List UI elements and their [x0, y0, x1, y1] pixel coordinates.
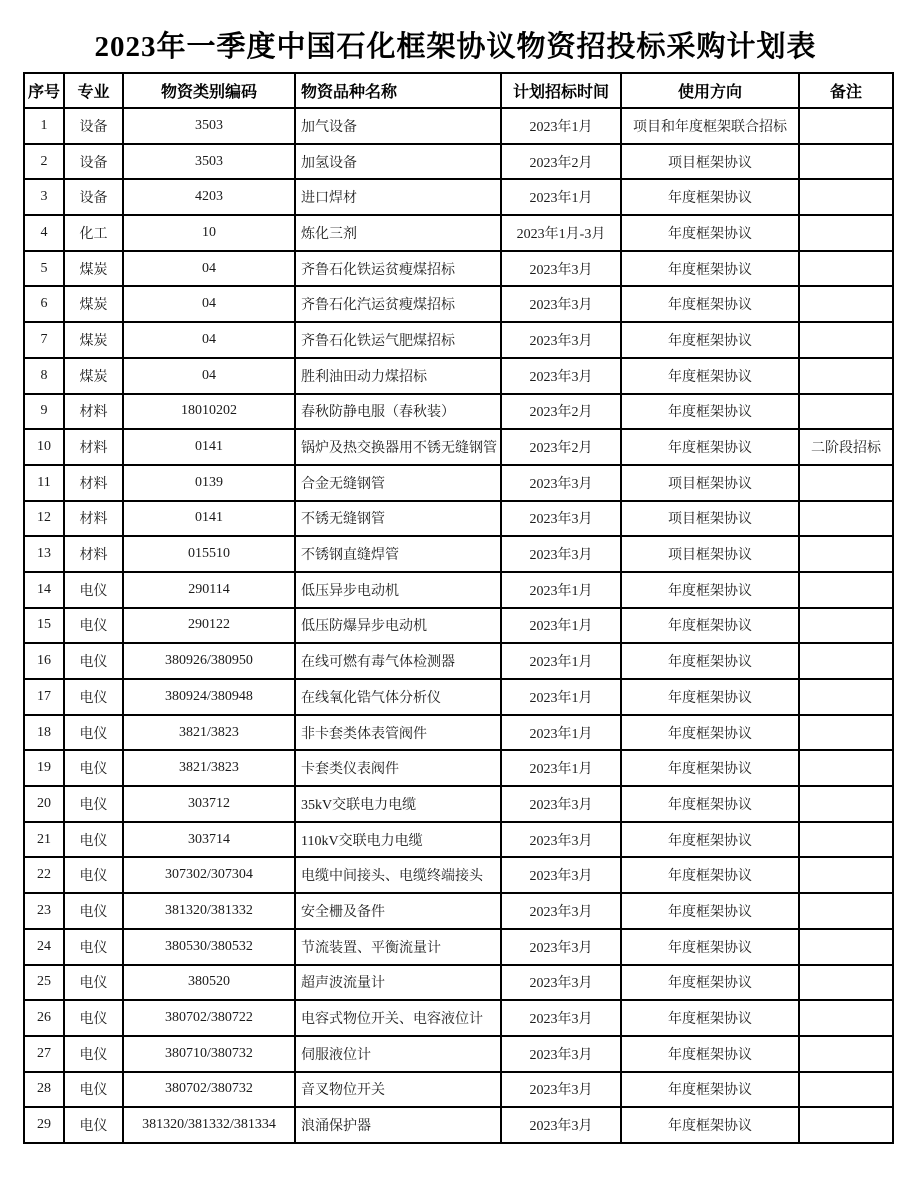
table-cell [799, 893, 893, 929]
table-cell: 2023年1月 [501, 179, 621, 215]
table-cell [799, 608, 893, 644]
table-cell: 015510 [123, 536, 295, 572]
table-cell: 年度框架协议 [621, 857, 799, 893]
table-cell: 20 [24, 786, 64, 822]
table-cell [799, 750, 893, 786]
table-cell: 设备 [64, 144, 123, 180]
table-row [24, 501, 893, 537]
table-cell: 25 [24, 965, 64, 1001]
table-cell: 303712 [123, 786, 295, 822]
table-cell: 材料 [64, 465, 123, 501]
table-cell: 煤炭 [64, 322, 123, 358]
table-cell: 年度框架协议 [621, 1072, 799, 1108]
table-row [24, 822, 893, 858]
table-cell: 年度框架协议 [621, 786, 799, 822]
table-row [24, 358, 893, 394]
table-cell: 电仪 [64, 1107, 123, 1143]
table-cell: 电仪 [64, 786, 123, 822]
table-cell: 2023年1月 [501, 608, 621, 644]
table-cell: 伺服液位计 [295, 1036, 501, 1072]
table-row [24, 1072, 893, 1108]
table-cell: 2023年1月 [501, 643, 621, 679]
table-cell: 2023年1月 [501, 572, 621, 608]
table-cell: 2023年1月 [501, 108, 621, 144]
table-cell: 4203 [123, 179, 295, 215]
table-cell: 化工 [64, 215, 123, 251]
table-cell: 380710/380732 [123, 1036, 295, 1072]
table-cell: 项目框架协议 [621, 144, 799, 180]
table-cell: 17 [24, 679, 64, 715]
table-cell: 2023年3月 [501, 786, 621, 822]
table-cell: 设备 [64, 108, 123, 144]
table-cell: 电仪 [64, 679, 123, 715]
table-cell: 10 [123, 215, 295, 251]
table-cell: 胜利油田动力煤招标 [295, 358, 501, 394]
table-cell: 春秋防静电服（春秋装） [295, 394, 501, 430]
table-cell [799, 465, 893, 501]
table-cell: 2023年3月 [501, 1036, 621, 1072]
table-row [24, 536, 893, 572]
table-body [24, 108, 893, 1143]
column-header-5: 使用方向 [621, 73, 799, 108]
table-cell: 3 [24, 179, 64, 215]
table-cell: 加氢设备 [295, 144, 501, 180]
table-cell: 04 [123, 286, 295, 322]
table-cell: 3503 [123, 108, 295, 144]
table-row [24, 965, 893, 1001]
table-cell: 电仪 [64, 572, 123, 608]
table-cell [799, 786, 893, 822]
table-cell: 0141 [123, 429, 295, 465]
table-cell: 项目框架协议 [621, 501, 799, 537]
table-cell [799, 679, 893, 715]
table-cell: 2023年3月 [501, 251, 621, 287]
table-cell: 2023年1月-3月 [501, 215, 621, 251]
table-cell: 6 [24, 286, 64, 322]
table-cell: 年度框架协议 [621, 1036, 799, 1072]
table-cell: 节流装置、平衡流量计 [295, 929, 501, 965]
table-cell: 年度框架协议 [621, 215, 799, 251]
table-cell: 低压异步电动机 [295, 572, 501, 608]
table-cell: 进口焊材 [295, 179, 501, 215]
table-cell: 电仪 [64, 750, 123, 786]
table-row [24, 465, 893, 501]
table-cell [799, 1036, 893, 1072]
table-cell: 年度框架协议 [621, 251, 799, 287]
table-row [24, 286, 893, 322]
table-cell [799, 643, 893, 679]
table-cell: 2023年3月 [501, 465, 621, 501]
table-cell [799, 1107, 893, 1143]
table-row [24, 929, 893, 965]
table-cell: 110kV交联电力电缆 [295, 822, 501, 858]
table-cell [799, 822, 893, 858]
table-row [24, 572, 893, 608]
table-cell: 3503 [123, 144, 295, 180]
table-cell: 2023年1月 [501, 679, 621, 715]
table-cell: 2023年3月 [501, 322, 621, 358]
table-row [24, 715, 893, 751]
table-cell: 齐鲁石化铁运贫瘦煤招标 [295, 251, 501, 287]
table-row [24, 608, 893, 644]
table-cell: 14 [24, 572, 64, 608]
table-cell: 年度框架协议 [621, 679, 799, 715]
table-cell: 年度框架协议 [621, 750, 799, 786]
table-cell: 材料 [64, 501, 123, 537]
table-cell: 2023年2月 [501, 144, 621, 180]
table-cell: 15 [24, 608, 64, 644]
table-cell: 浪涌保护器 [295, 1107, 501, 1143]
table-cell: 年度框架协议 [621, 965, 799, 1001]
table-cell: 年度框架协议 [621, 929, 799, 965]
table-cell: 04 [123, 322, 295, 358]
table-cell: 不锈无缝钢管 [295, 501, 501, 537]
table-cell: 380926/380950 [123, 643, 295, 679]
table-cell: 煤炭 [64, 358, 123, 394]
table-cell: 16 [24, 643, 64, 679]
table-cell: 10 [24, 429, 64, 465]
table-cell: 2 [24, 144, 64, 180]
table-row [24, 108, 893, 144]
table-cell: 电仪 [64, 822, 123, 858]
table-cell: 380924/380948 [123, 679, 295, 715]
table-cell: 380702/380732 [123, 1072, 295, 1108]
table-cell: 381320/381332/381334 [123, 1107, 295, 1143]
table-cell: 7 [24, 322, 64, 358]
table-cell: 2023年3月 [501, 929, 621, 965]
table-cell: 加气设备 [295, 108, 501, 144]
table-cell: 齐鲁石化铁运气肥煤招标 [295, 322, 501, 358]
table-cell [799, 572, 893, 608]
table-cell: 04 [123, 358, 295, 394]
table-cell: 年度框架协议 [621, 643, 799, 679]
procurement-plan-table [23, 72, 894, 1144]
table-row [24, 643, 893, 679]
table-cell: 35kV交联电力电缆 [295, 786, 501, 822]
table-row [24, 215, 893, 251]
table-row [24, 179, 893, 215]
table-cell: 电仪 [64, 929, 123, 965]
table-cell: 8 [24, 358, 64, 394]
table-cell: 290122 [123, 608, 295, 644]
column-header-0: 序号 [24, 73, 64, 108]
table-cell: 电仪 [64, 715, 123, 751]
table-cell: 2023年2月 [501, 394, 621, 430]
table-cell [799, 536, 893, 572]
table-cell: 2023年3月 [501, 536, 621, 572]
table-row [24, 144, 893, 180]
table-cell [799, 1000, 893, 1036]
table-cell [799, 144, 893, 180]
table-cell: 电仪 [64, 1036, 123, 1072]
column-header-6: 备注 [799, 73, 893, 108]
table-cell: 290114 [123, 572, 295, 608]
table-cell [799, 965, 893, 1001]
table-cell: 项目框架协议 [621, 465, 799, 501]
table-cell: 二阶段招标 [799, 429, 893, 465]
table-cell: 年度框架协议 [621, 1107, 799, 1143]
table-cell: 项目框架协议 [621, 536, 799, 572]
table-cell: 13 [24, 536, 64, 572]
table-cell: 24 [24, 929, 64, 965]
table-cell: 2023年3月 [501, 893, 621, 929]
table-cell: 12 [24, 501, 64, 537]
table-cell: 年度框架协议 [621, 358, 799, 394]
table-cell: 电仪 [64, 608, 123, 644]
table-cell: 2023年3月 [501, 358, 621, 394]
table-cell: 2023年3月 [501, 1107, 621, 1143]
table-cell [799, 286, 893, 322]
table-cell: 2023年3月 [501, 501, 621, 537]
column-header-3: 物资品种名称 [295, 73, 501, 108]
table-cell: 电仪 [64, 643, 123, 679]
table-cell: 年度框架协议 [621, 608, 799, 644]
table-cell: 齐鲁石化汽运贫瘦煤招标 [295, 286, 501, 322]
table-cell: 0141 [123, 501, 295, 537]
table-cell: 电仪 [64, 1072, 123, 1108]
table-cell: 年度框架协议 [621, 1000, 799, 1036]
table-cell: 炼化三剂 [295, 215, 501, 251]
table-cell: 4 [24, 215, 64, 251]
table-cell: 低压防爆异步电动机 [295, 608, 501, 644]
table-cell [799, 322, 893, 358]
table-cell: 21 [24, 822, 64, 858]
table-cell: 5 [24, 251, 64, 287]
table-cell [799, 215, 893, 251]
table-cell: 3821/3823 [123, 750, 295, 786]
table-header [24, 73, 893, 108]
column-header-1: 专业 [64, 73, 123, 108]
table-cell: 26 [24, 1000, 64, 1036]
column-header-2: 物资类别编码 [123, 73, 295, 108]
table-cell: 电容式物位开关、电容液位计 [295, 1000, 501, 1036]
table-cell: 2023年3月 [501, 286, 621, 322]
table-cell [799, 1072, 893, 1108]
table-cell: 电仪 [64, 857, 123, 893]
table-cell: 381320/381332 [123, 893, 295, 929]
table-cell: 380530/380532 [123, 929, 295, 965]
table-cell [799, 929, 893, 965]
table-row [24, 893, 893, 929]
table-cell: 29 [24, 1107, 64, 1143]
table-cell: 303714 [123, 822, 295, 858]
table-cell: 合金无缝钢管 [295, 465, 501, 501]
table-cell: 煤炭 [64, 286, 123, 322]
table-cell: 锅炉及热交换器用不锈无缝钢管 [295, 429, 501, 465]
table-cell: 1 [24, 108, 64, 144]
table-cell: 2023年1月 [501, 750, 621, 786]
table-cell: 不锈钢直缝焊管 [295, 536, 501, 572]
table-row [24, 857, 893, 893]
table-cell: 380520 [123, 965, 295, 1001]
table-cell: 2023年2月 [501, 429, 621, 465]
table-cell: 2023年3月 [501, 1072, 621, 1108]
table-row [24, 1107, 893, 1143]
table-cell: 材料 [64, 536, 123, 572]
table-row [24, 750, 893, 786]
table-cell: 380702/380722 [123, 1000, 295, 1036]
table-cell: 超声波流量计 [295, 965, 501, 1001]
table-cell: 年度框架协议 [621, 572, 799, 608]
table-cell: 18010202 [123, 394, 295, 430]
table-cell: 年度框架协议 [621, 394, 799, 430]
table-cell: 年度框架协议 [621, 893, 799, 929]
table-row [24, 251, 893, 287]
table-cell: 卡套类仪表阀件 [295, 750, 501, 786]
table-cell: 在线可燃有毒气体检测器 [295, 643, 501, 679]
table-cell: 煤炭 [64, 251, 123, 287]
table-cell: 安全栅及备件 [295, 893, 501, 929]
table-cell: 电仪 [64, 1000, 123, 1036]
table-cell: 音叉物位开关 [295, 1072, 501, 1108]
table-cell: 年度框架协议 [621, 179, 799, 215]
table-cell: 非卡套类体表管阀件 [295, 715, 501, 751]
table-cell: 电仪 [64, 965, 123, 1001]
table-cell: 材料 [64, 429, 123, 465]
table-row [24, 394, 893, 430]
table-cell: 2023年3月 [501, 857, 621, 893]
table-cell [799, 501, 893, 537]
table-cell: 18 [24, 715, 64, 751]
table-row [24, 1000, 893, 1036]
table-cell: 年度框架协议 [621, 322, 799, 358]
table-cell [799, 394, 893, 430]
header-row [24, 73, 893, 108]
table-cell: 电缆中间接头、电缆终端接头 [295, 857, 501, 893]
column-header-4: 计划招标时间 [501, 73, 621, 108]
table-cell: 在线氧化锆气体分析仪 [295, 679, 501, 715]
table-cell [799, 179, 893, 215]
table-cell: 2023年3月 [501, 1000, 621, 1036]
table-cell: 28 [24, 1072, 64, 1108]
table-cell [799, 108, 893, 144]
table-cell: 23 [24, 893, 64, 929]
table-cell: 11 [24, 465, 64, 501]
table-row [24, 1036, 893, 1072]
table-cell: 年度框架协议 [621, 429, 799, 465]
table-cell: 项目和年度框架联合招标 [621, 108, 799, 144]
table-cell: 年度框架协议 [621, 715, 799, 751]
table-cell [799, 715, 893, 751]
table-cell: 04 [123, 251, 295, 287]
table-row [24, 786, 893, 822]
table-row [24, 429, 893, 465]
table-row [24, 679, 893, 715]
table-cell [799, 857, 893, 893]
table-cell: 307302/307304 [123, 857, 295, 893]
table-cell: 设备 [64, 179, 123, 215]
table-cell: 2023年3月 [501, 822, 621, 858]
table-cell: 3821/3823 [123, 715, 295, 751]
table-row [24, 322, 893, 358]
table-cell: 电仪 [64, 893, 123, 929]
table-cell: 27 [24, 1036, 64, 1072]
table-cell: 材料 [64, 394, 123, 430]
table-cell: 年度框架协议 [621, 286, 799, 322]
table-cell: 年度框架协议 [621, 822, 799, 858]
table-cell: 22 [24, 857, 64, 893]
page-title: 2023年一季度中国石化框架协议物资招投标采购计划表 [94, 31, 817, 63]
table-cell [799, 251, 893, 287]
table-cell [799, 358, 893, 394]
table-cell: 0139 [123, 465, 295, 501]
table-cell: 19 [24, 750, 64, 786]
table-cell: 2023年3月 [501, 965, 621, 1001]
table-cell: 2023年1月 [501, 715, 621, 751]
table-cell: 9 [24, 394, 64, 430]
